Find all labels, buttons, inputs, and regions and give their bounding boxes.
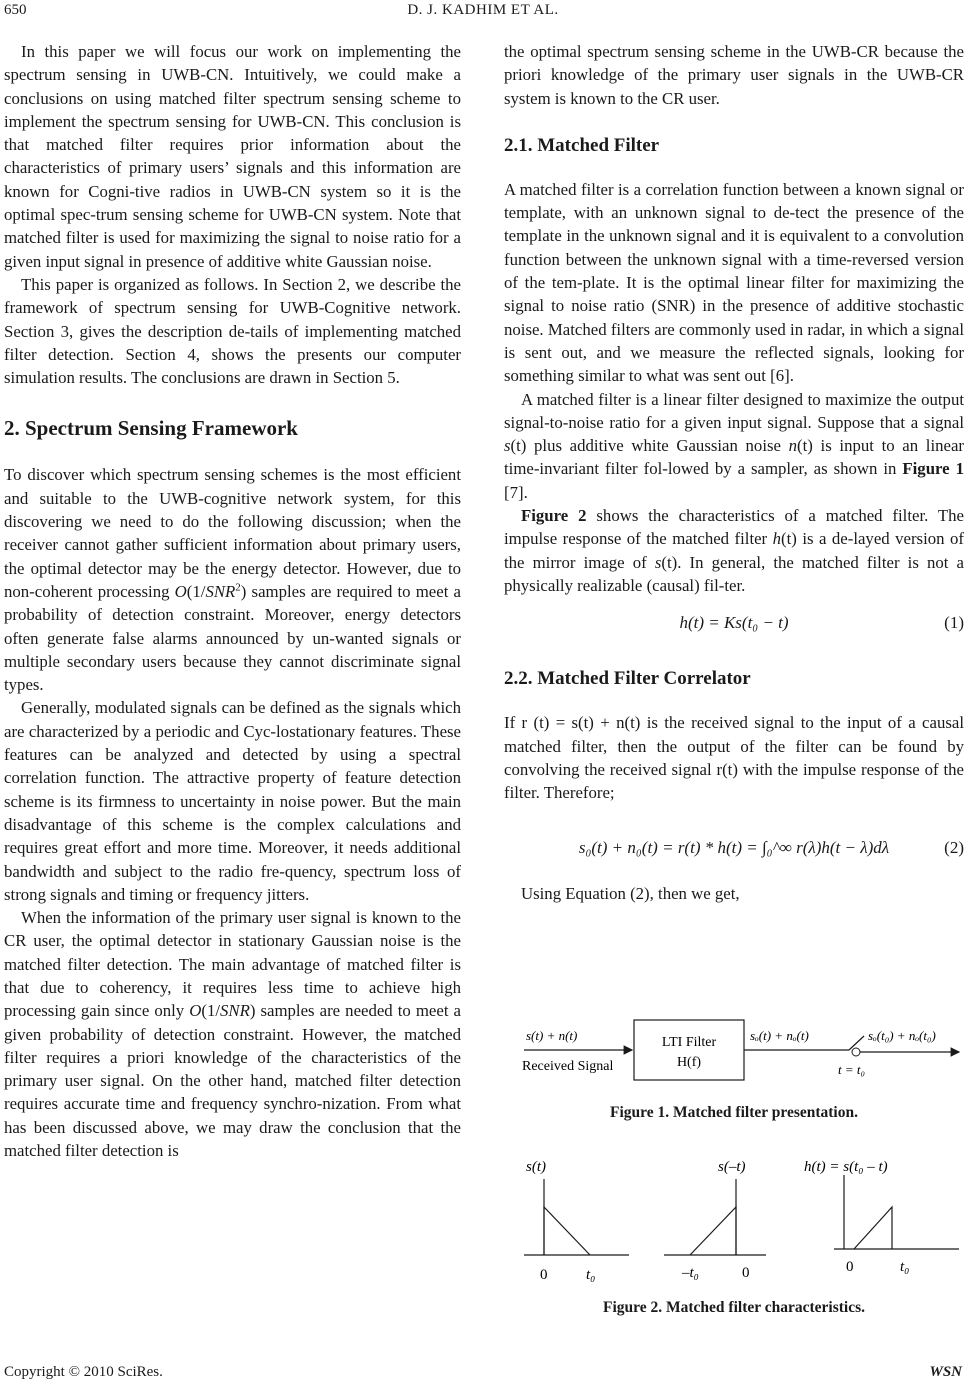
equation-1 (504, 603, 964, 643)
equation-number: (1) (944, 613, 964, 633)
sampler-contact (852, 1048, 860, 1056)
received-signal-label: Received Signal (522, 1059, 614, 1074)
right-column (504, 40, 964, 906)
journal-abbreviation: WSN (929, 1364, 962, 1380)
input-signal-label: s(t) + n(t) (526, 1028, 578, 1043)
figure-1-diagram (504, 1010, 964, 1100)
sampled-output-label: sₒ(t₀) + nₒ(t₀) (868, 1028, 936, 1043)
figure-2 (504, 1145, 964, 1325)
left-column (4, 40, 461, 1162)
plot-2-origin-label: 0 (742, 1265, 750, 1281)
plot-3-title: h(t) = s(t₀ – t) (804, 1159, 888, 1175)
transfer-function-label: H(f) (676, 1055, 702, 1070)
plot-1-t0-label: t₀ (586, 1267, 596, 1283)
paragraph: When the information of the primary user signal is known to the CR user, the optimal detector in stationary Gaussian noise is the matched filter detection. The main advantage of matched filter is that due to coherency, it requires less time to achieve high processing gain since only O(1/SNR) samples are needed to meet a given probability of detection constraint. However, the matched filter requires a priori knowledge of the characteristics of the primary user signal. On the other hand, matched filter detection requires accurate time and frequency synchro-nization. From what has been discussed above, we may draw the conclusion that the matched filter detection is (4, 908, 461, 1161)
paragraph: If r (t) = s(t) + n(t) is the received signal to the input of a causal matched filter, then the output of the filter can be found by convolving the received signal r(t) with the impulse response of the filter. Therefore; (504, 713, 964, 803)
plot-1-origin-label: 0 (540, 1267, 548, 1283)
page-number: 650 (4, 2, 27, 18)
equation-2 (504, 818, 964, 882)
lti-filter-label: LTI Filter (661, 1035, 717, 1050)
running-title: D. J. KADHIM ET AL. (407, 2, 559, 18)
plot-2-title: s(–t) (718, 1159, 746, 1175)
plot-1-signal (544, 1207, 590, 1255)
plot-2-signal (690, 1207, 736, 1255)
filter-output-label: sₒ(t) + nₒ(t) (750, 1028, 809, 1043)
sampling-time-label: t = t₀ (838, 1062, 866, 1077)
paragraph: Figure 2 shows the characteristics of a matched filter. The impulse response of the matched filter h(t) is a de-layed version of the mirror image of s(t). In general, the matched filter is not a physically realizable (causal) fil-ter. (504, 506, 964, 595)
page-header (0, 2, 966, 24)
equation-body: s₀(t) + n₀(t) = r(t) * h(t) = ∫₀^∞ r(λ)h(t − λ)dλ (578, 838, 890, 858)
copyright-notice: Copyright © 2010 SciRes. (4, 1364, 163, 1380)
section-heading: 2. Spectrum Sensing Framework (4, 416, 298, 441)
plot-1-title: s(t) (526, 1159, 546, 1175)
paragraph: This paper is organized as follows. In Section 2, we describe the framework of spectrum sensing for UWB-Cognitive network. Section 3, gives the description de-tails of implementing matched filter detection. Section 4, shows the presents our computer simulation results. The conclusions are drawn in Section 5. (4, 274, 461, 388)
plot-3-origin-label: 0 (846, 1259, 854, 1275)
equation-body: h(t) = Ks(t₀ − t) (679, 613, 789, 633)
figure-1-caption: Figure 1. Matched filter presentation. (610, 1104, 858, 1121)
paragraph: A matched filter is a correlation function between a known signal or template, with an unknown signal to de-tect the presence of the template in the unknown signal and it is equivalent to a convolution function between the unknown signal with a time-reversed version of the tem-plate. It is the optimal linear filter for maximizing the signal to noise ratio (SNR) in the presence of additive stochastic noise. Matched filters are commonly used in radar, in which a signal is sent out, and we measure the reflected signals, looking for something similar to what was sent out [6]. (504, 179, 964, 386)
subsection-heading: 2.2. Matched Filter Correlator (504, 668, 751, 690)
paragraph: A matched filter is a linear filter designed to maximize the output signal-to-noise ratio for a given input signal. Suppose that a signal s(t) plus additive white Gaussian noise n(t) is input to an linear time-invariant filter fol-lowed by a sampler, as shown in Figure 1 [7]. (504, 389, 964, 502)
figure-2-caption: Figure 2. Matched filter characteristics. (603, 1299, 865, 1316)
plot-3-signal (854, 1207, 892, 1249)
plot-2-neg-t0-label: –t₀ (682, 1265, 699, 1281)
figure-1 (504, 1010, 964, 1130)
paragraph: Using Equation (2), then we get, (521, 884, 740, 904)
figure-2-diagram (504, 1145, 964, 1295)
lti-filter-box (634, 1020, 744, 1080)
plot-3-t0-label: t₀ (900, 1259, 910, 1275)
paragraph: To discover which spectrum sensing schemes is the most efficient and suitable to the UWB-cognitive network system, for this discovering we need to do the following discussion; when the receiver cannot gather sufficient information about primary users, the optimal detector may be the energy detector. However, due to non-coherent processing O(1/SNR$^2$) samples are required to meet a probability of detection constraint. Moreover, energy detectors often generate false alarms announced by un-wanted signals or multiple secondary users because they cannot discriminate signal types. (4, 465, 461, 695)
paragraph: Generally, modulated signals can be defined as the signals which are characterized by a periodic and Cyc-lostationary features. These features can be analyzed and detected by using a spectral correlation function. The attractive property of feature detection scheme is its firmness to uncertainty in noise power. But the main disadvantage of this scheme is the complex calculations and requires great effort and more time. Moreover, it needs additional bandwidth and subject to the radio fre-quency, spectrum loss of strong signals and timing or frequency jitters. (4, 698, 461, 904)
equation-number: (2) (944, 838, 964, 858)
paragraph: In this paper we will focus our work on implementing the spectrum sensing in UWB-CN. Intuitively, we could make a conclusions on using matched filter spectrum sensing scheme to implement the spectrum sensing for UWB-CN. This conclusion is that matched filter requires prior information about the characteristics of primary users’ signals and this information are known for Cogni-tive radios in UWB-CN system so it is the optimal spec-trum sensing scheme for UWB-CN system. Note that matched filter is used for maximizing the signal to noise ratio for a given input signal in presence of additive white Gaussian noise. (4, 42, 461, 271)
paragraph: the optimal spectrum sensing scheme in the UWB-CR because the priori knowledge of the primary user signals in the UWB-CR system is known to the CR user. (504, 42, 964, 108)
subsection-heading: 2.1. Matched Filter (504, 134, 660, 156)
